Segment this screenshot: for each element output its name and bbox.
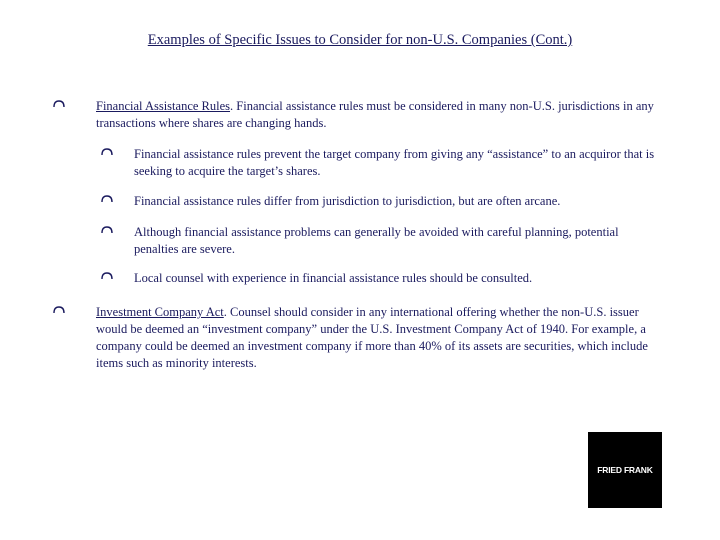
circle-bullet-icon — [52, 98, 66, 112]
subbullet-text: Local counsel with experience in financial assistance rules should be consulted. — [134, 271, 533, 285]
circle-bullet-icon — [100, 193, 114, 207]
bullet-lead: Financial Assistance Rules — [96, 99, 231, 113]
subbullet-item — [100, 146, 660, 180]
bullet-item-investment-company — [52, 304, 662, 372]
fried-frank-logo — [588, 432, 662, 508]
logo-text: FRIED FRANK — [597, 465, 653, 475]
circle-bullet-icon — [52, 304, 66, 318]
subbullet-text: Although financial assistance problems can generally be avoided with careful planning, potential penalties are severe. — [134, 225, 619, 256]
subbullet-text: Financial assistance rules differ from jurisdiction to jurisdiction, but are often arcane. — [134, 194, 561, 208]
subbullet-item — [100, 224, 660, 258]
circle-bullet-icon — [100, 224, 114, 238]
bullet-body: . Financial assistance rules must be considered in many non-U.S. jurisdictions in any transactions where shares are changing hands. — [96, 99, 654, 130]
circle-bullet-icon — [100, 146, 114, 160]
bullet-text — [96, 304, 662, 372]
circle-bullet-icon — [100, 270, 114, 284]
bullet-text — [96, 98, 662, 132]
bullet-lead: Investment Company Act — [96, 305, 224, 319]
subbullet-text: Financial assistance rules prevent the target company from giving any “assistance” to an acquiror that is seeking to acquire the target’s shares. — [134, 147, 655, 178]
slide-title: Examples of Specific Issues to Consider for non-U.S. Companies (Cont.) — [147, 32, 573, 48]
bullet-body: . Counsel should consider in any international offering whether the non-U.S. issuer would be deemed an “investment company” under the U.S. Investment Company Act of 1940. For example, a company could be deemed an investment company if more than 40% of its assets are securities, which include items such as minority interests. — [96, 305, 648, 370]
subbullet-item — [100, 193, 660, 210]
subbullet-item — [100, 270, 660, 287]
bullet-item-financial-assistance — [52, 98, 662, 132]
